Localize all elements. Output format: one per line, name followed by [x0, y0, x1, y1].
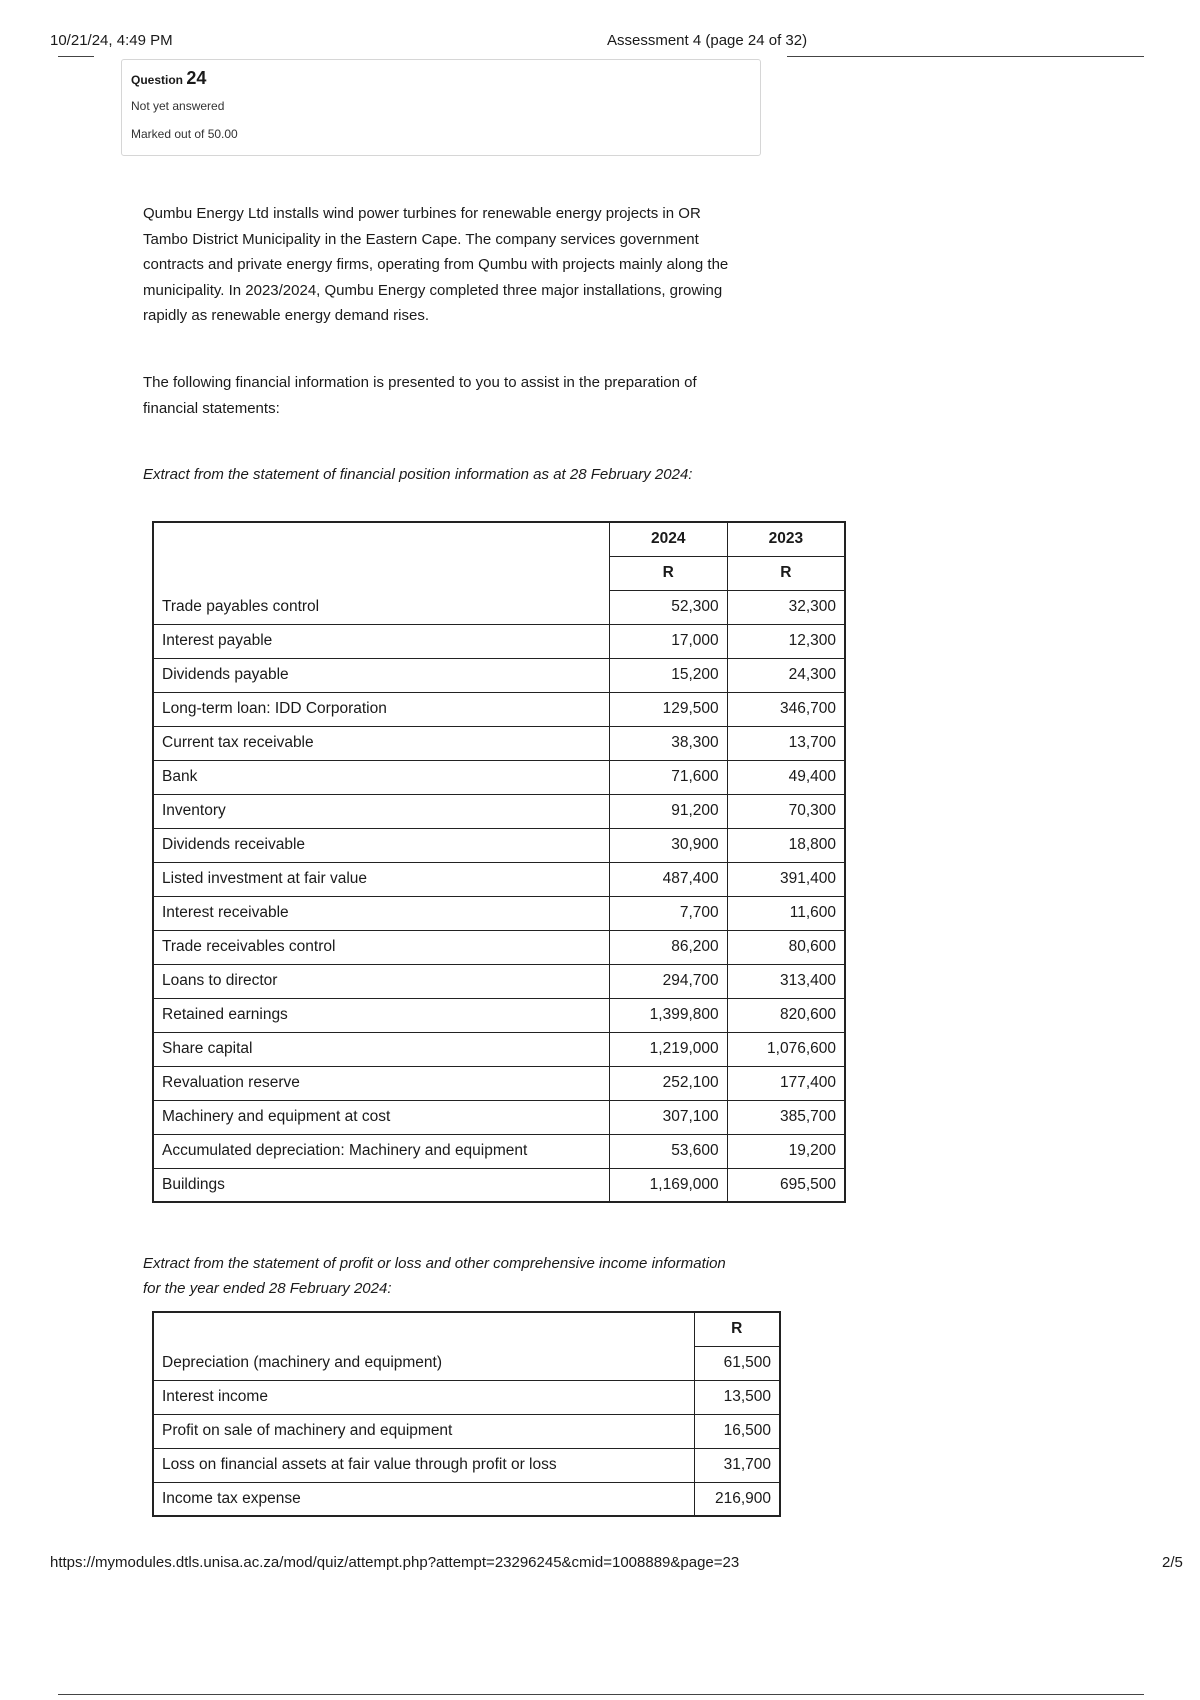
value-2023: 695,500: [727, 1168, 845, 1202]
table-row: [153, 1380, 780, 1414]
row-value: 13,500: [694, 1380, 780, 1414]
row-label: Machinery and equipment at cost: [153, 1100, 609, 1134]
value-2023: 12,300: [727, 624, 845, 658]
table-row: [153, 1168, 845, 1202]
table-row: [153, 896, 845, 930]
table-row: [153, 1066, 845, 1100]
row-label: Trade receivables control: [153, 930, 609, 964]
row-label: Loss on financial assets at fair value through profit or loss: [153, 1448, 694, 1482]
table-row: [153, 1482, 780, 1516]
value-2024: 30,900: [609, 828, 727, 862]
profit-loss-table: [152, 1311, 781, 1517]
row-label: Loans to director: [153, 964, 609, 998]
value-2023: 820,600: [727, 998, 845, 1032]
header-blank-cell: [153, 522, 609, 556]
question-grade: Marked out of 50.00: [131, 127, 238, 141]
row-value: 216,900: [694, 1482, 780, 1516]
row-label: Share capital: [153, 1032, 609, 1066]
value-2024: 7,700: [609, 896, 727, 930]
print-datetime: 10/21/24, 4:49 PM: [50, 32, 173, 49]
table-header-row: [153, 1312, 780, 1346]
value-2024: 38,300: [609, 726, 727, 760]
unit-2023-header: R: [727, 556, 845, 590]
table-row: [153, 760, 845, 794]
header-rule-right: [787, 56, 1144, 57]
value-2024: 307,100: [609, 1100, 727, 1134]
table-row: [153, 692, 845, 726]
row-label: Inventory: [153, 794, 609, 828]
value-2023: 18,800: [727, 828, 845, 862]
financial-position-table: [152, 521, 846, 1203]
row-value: 16,500: [694, 1414, 780, 1448]
row-value: 61,500: [694, 1346, 780, 1380]
value-2024: 91,200: [609, 794, 727, 828]
row-label: Dividends payable: [153, 658, 609, 692]
table-row: [153, 1100, 845, 1134]
row-label: Long-term loan: IDD Corporation: [153, 692, 609, 726]
value-2023: 49,400: [727, 760, 845, 794]
unit-header: R: [694, 1312, 780, 1346]
value-2023: 346,700: [727, 692, 845, 726]
value-2023: 13,700: [727, 726, 845, 760]
value-2023: 80,600: [727, 930, 845, 964]
row-label: Accumulated depreciation: Machinery and equipment: [153, 1134, 609, 1168]
footer-rule: [58, 1694, 1144, 1695]
value-2024: 15,200: [609, 658, 727, 692]
table-row: [153, 964, 845, 998]
value-2023: 391,400: [727, 862, 845, 896]
value-2024: 1,399,800: [609, 998, 727, 1032]
financial-position-caption: Extract from the statement of financial position information as at 28 February 2024:: [143, 466, 693, 483]
profit-loss-caption: Extract from the statement of profit or loss and other comprehensive income information for the year ended 28 February 2024:: [143, 1255, 726, 1297]
instruction-paragraph: The following financial information is presented to you to assist in the preparation of financial statements:: [143, 374, 697, 417]
value-2023: 32,300: [727, 590, 845, 624]
table-unit-row: [153, 556, 845, 590]
value-2024: 294,700: [609, 964, 727, 998]
row-label: Income tax expense: [153, 1482, 694, 1516]
table-row: [153, 930, 845, 964]
year-2023-header: 2023: [727, 522, 845, 556]
table-row: [153, 1134, 845, 1168]
table-row: [153, 726, 845, 760]
row-label: Retained earnings: [153, 998, 609, 1032]
table-header-row: [153, 522, 845, 556]
value-2024: 1,169,000: [609, 1168, 727, 1202]
question-number: [131, 68, 751, 89]
print-page-number: 2/5: [1162, 1554, 1183, 1571]
print-page-title: Assessment 4 (page 24 of 32): [607, 32, 808, 49]
question-label: Question: [131, 73, 184, 87]
scenario-paragraph: Qumbu Energy Ltd installs wind power turbines for renewable energy projects in OR Tambo District Municipality in the Eastern Cape. The company services government contracts and private energy firms, operating from Qumbu with projects mainly along the municipality. In 2023/2024, Qumbu Energy completed three major installations, growing rapidly as renewable energy demand rises.: [143, 205, 729, 324]
header-rule-left: [58, 56, 94, 57]
value-2023: 177,400: [727, 1066, 845, 1100]
value-2023: 70,300: [727, 794, 845, 828]
row-value: 31,700: [694, 1448, 780, 1482]
value-2024: 86,200: [609, 930, 727, 964]
table-row: [153, 862, 845, 896]
unit-2024-header: R: [609, 556, 727, 590]
row-label: Interest receivable: [153, 896, 609, 930]
header-blank-cell: [153, 556, 609, 590]
table-row: [153, 998, 845, 1032]
value-2023: 11,600: [727, 896, 845, 930]
row-label: Depreciation (machinery and equipment): [153, 1346, 694, 1380]
value-2024: 71,600: [609, 760, 727, 794]
row-label: Current tax receivable: [153, 726, 609, 760]
table-row: [153, 828, 845, 862]
value-2023: 24,300: [727, 658, 845, 692]
value-2024: 52,300: [609, 590, 727, 624]
table-row: [153, 1346, 780, 1380]
print-url: https://mymodules.dtls.unisa.ac.za/mod/quiz/attempt.php?attempt=23296245&cmid=1008889&page=23: [50, 1554, 740, 1571]
table-row: [153, 1414, 780, 1448]
header-blank-cell: [153, 1312, 694, 1346]
value-2024: 487,400: [609, 862, 727, 896]
value-2024: 1,219,000: [609, 1032, 727, 1066]
table-row: [153, 624, 845, 658]
row-label: Profit on sale of machinery and equipment: [153, 1414, 694, 1448]
question-info-box: [121, 59, 761, 156]
row-label: Interest payable: [153, 624, 609, 658]
table-row: [153, 794, 845, 828]
value-2023: 313,400: [727, 964, 845, 998]
value-2023: 385,700: [727, 1100, 845, 1134]
question-number-value: 24: [186, 68, 207, 88]
row-label: Interest income: [153, 1380, 694, 1414]
table-row: [153, 590, 845, 624]
table-row: [153, 1448, 780, 1482]
value-2023: 19,200: [727, 1134, 845, 1168]
table-row: [153, 658, 845, 692]
value-2024: 17,000: [609, 624, 727, 658]
row-label: Revaluation reserve: [153, 1066, 609, 1100]
question-state: Not yet answered: [131, 99, 225, 113]
row-label: Dividends receivable: [153, 828, 609, 862]
row-label: Buildings: [153, 1168, 609, 1202]
row-label: Trade payables control: [153, 590, 609, 624]
row-label: Bank: [153, 760, 609, 794]
row-label: Listed investment at fair value: [153, 862, 609, 896]
value-2024: 252,100: [609, 1066, 727, 1100]
table-row: [153, 1032, 845, 1066]
value-2024: 129,500: [609, 692, 727, 726]
year-2024-header: 2024: [609, 522, 727, 556]
value-2024: 53,600: [609, 1134, 727, 1168]
value-2023: 1,076,600: [727, 1032, 845, 1066]
